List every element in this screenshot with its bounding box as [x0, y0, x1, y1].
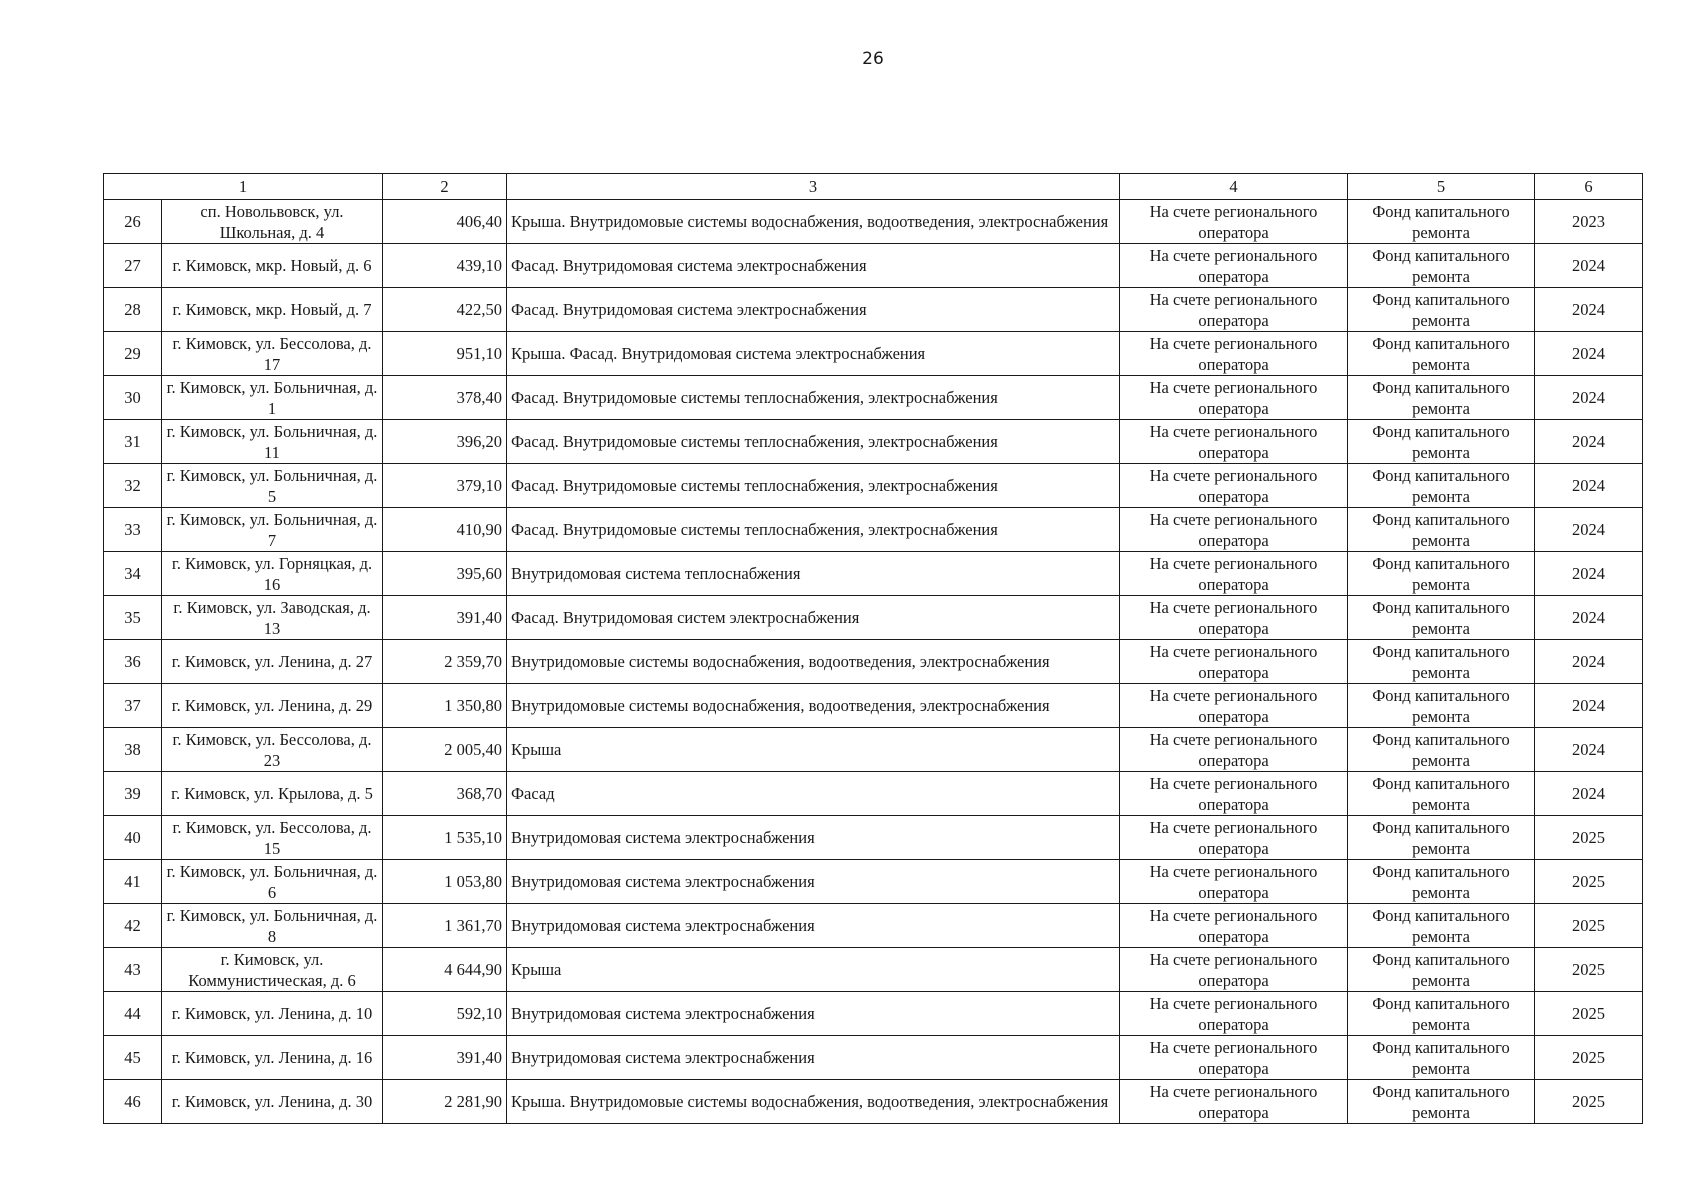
area-cell: 1 350,80	[383, 684, 507, 728]
table-row	[104, 332, 1643, 376]
funding-source-cell: Фонд капитального ремонта	[1348, 288, 1535, 332]
works-cell: Фасад. Внутридомовые системы теплоснабжения, электроснабжения	[507, 376, 1120, 420]
area-cell: 1 053,80	[383, 860, 507, 904]
fund-account-cell: На счете регионального оператора	[1120, 992, 1348, 1036]
works-cell: Внутридомовая система электроснабжения	[507, 992, 1120, 1036]
works-cell: Внутридомовая система электроснабжения	[507, 860, 1120, 904]
row-number: 27	[104, 244, 162, 288]
row-number: 40	[104, 816, 162, 860]
funding-source-cell: Фонд капитального ремонта	[1348, 200, 1535, 244]
fund-account-cell: На счете регионального оператора	[1120, 244, 1348, 288]
year-cell: 2025	[1535, 1080, 1643, 1124]
funding-source-cell: Фонд капитального ремонта	[1348, 772, 1535, 816]
address-cell: г. Кимовск, ул. Горняцкая, д. 16	[162, 552, 383, 596]
works-cell: Внутридомовая система электроснабжения	[507, 904, 1120, 948]
table-row	[104, 728, 1643, 772]
area-cell: 378,40	[383, 376, 507, 420]
fund-account-cell: На счете регионального оператора	[1120, 640, 1348, 684]
year-cell: 2024	[1535, 508, 1643, 552]
table-row	[104, 508, 1643, 552]
funding-source-cell: Фонд капитального ремонта	[1348, 508, 1535, 552]
works-cell: Фасад	[507, 772, 1120, 816]
table-row	[104, 948, 1643, 992]
column-header-3: 3	[507, 174, 1120, 200]
year-cell: 2025	[1535, 860, 1643, 904]
fund-account-cell: На счете регионального оператора	[1120, 552, 1348, 596]
area-cell: 391,40	[383, 596, 507, 640]
fund-account-cell: На счете регионального оператора	[1120, 508, 1348, 552]
address-cell: г. Кимовск, ул. Бессолова, д. 23	[162, 728, 383, 772]
fund-account-cell: На счете регионального оператора	[1120, 728, 1348, 772]
row-number: 42	[104, 904, 162, 948]
row-number: 32	[104, 464, 162, 508]
fund-account-cell: На счете регионального оператора	[1120, 772, 1348, 816]
year-cell: 2024	[1535, 376, 1643, 420]
row-number: 45	[104, 1036, 162, 1080]
works-cell: Крыша	[507, 728, 1120, 772]
year-cell: 2025	[1535, 948, 1643, 992]
address-cell: г. Кимовск, мкр. Новый, д. 7	[162, 288, 383, 332]
funding-source-cell: Фонд капитального ремонта	[1348, 640, 1535, 684]
works-cell: Внутридомовая система теплоснабжения	[507, 552, 1120, 596]
table-header-row	[104, 174, 1643, 200]
funding-source-cell: Фонд капитального ремонта	[1348, 552, 1535, 596]
address-cell: г. Кимовск, ул. Ленина, д. 29	[162, 684, 383, 728]
year-cell: 2024	[1535, 244, 1643, 288]
area-cell: 410,90	[383, 508, 507, 552]
table-row	[104, 904, 1643, 948]
year-cell: 2024	[1535, 596, 1643, 640]
table-row	[104, 200, 1643, 244]
table-row	[104, 816, 1643, 860]
table-row	[104, 596, 1643, 640]
year-cell: 2024	[1535, 640, 1643, 684]
table-row	[104, 1080, 1643, 1124]
column-header-4: 4	[1120, 174, 1348, 200]
fund-account-cell: На счете регионального оператора	[1120, 1080, 1348, 1124]
works-cell: Фасад. Внутридомовые системы теплоснабжения, электроснабжения	[507, 420, 1120, 464]
address-cell: г. Кимовск, ул. Ленина, д. 27	[162, 640, 383, 684]
funding-source-cell: Фонд капитального ремонта	[1348, 860, 1535, 904]
year-cell: 2025	[1535, 1036, 1643, 1080]
table-row	[104, 552, 1643, 596]
address-cell: г. Кимовск, ул. Больничная, д. 5	[162, 464, 383, 508]
funding-source-cell: Фонд капитального ремонта	[1348, 904, 1535, 948]
row-number: 33	[104, 508, 162, 552]
year-cell: 2025	[1535, 904, 1643, 948]
row-number: 39	[104, 772, 162, 816]
area-cell: 2 005,40	[383, 728, 507, 772]
address-cell: г. Кимовск, ул. Ленина, д. 10	[162, 992, 383, 1036]
address-cell: г. Кимовск, ул. Больничная, д. 8	[162, 904, 383, 948]
row-number: 35	[104, 596, 162, 640]
works-cell: Фасад. Внутридомовая система электроснабжения	[507, 244, 1120, 288]
fund-account-cell: На счете регионального оператора	[1120, 376, 1348, 420]
column-header-5: 5	[1348, 174, 1535, 200]
area-cell: 439,10	[383, 244, 507, 288]
row-number: 26	[104, 200, 162, 244]
works-cell: Внутридомовая система электроснабжения	[507, 816, 1120, 860]
year-cell: 2025	[1535, 816, 1643, 860]
funding-source-cell: Фонд капитального ремонта	[1348, 244, 1535, 288]
year-cell: 2024	[1535, 684, 1643, 728]
area-cell: 1 535,10	[383, 816, 507, 860]
address-cell: г. Кимовск, ул. Крылова, д. 5	[162, 772, 383, 816]
funding-source-cell: Фонд капитального ремонта	[1348, 992, 1535, 1036]
works-cell: Внутридомовые системы водоснабжения, водоотведения, электроснабжения	[507, 640, 1120, 684]
area-cell: 368,70	[383, 772, 507, 816]
row-number: 43	[104, 948, 162, 992]
funding-source-cell: Фонд капитального ремонта	[1348, 1036, 1535, 1080]
fund-account-cell: На счете регионального оператора	[1120, 596, 1348, 640]
address-cell: г. Кимовск, ул. Коммунистическая, д. 6	[162, 948, 383, 992]
address-cell: г. Кимовск, ул. Больничная, д. 6	[162, 860, 383, 904]
row-number: 46	[104, 1080, 162, 1124]
address-cell: г. Кимовск, ул. Больничная, д. 1	[162, 376, 383, 420]
year-cell: 2024	[1535, 420, 1643, 464]
funding-source-cell: Фонд капитального ремонта	[1348, 728, 1535, 772]
area-cell: 395,60	[383, 552, 507, 596]
table-row	[104, 772, 1643, 816]
area-cell: 396,20	[383, 420, 507, 464]
table-row	[104, 684, 1643, 728]
works-cell: Крыша. Фасад. Внутридомовая система электроснабжения	[507, 332, 1120, 376]
table-row	[104, 288, 1643, 332]
row-number: 28	[104, 288, 162, 332]
funding-source-cell: Фонд капитального ремонта	[1348, 948, 1535, 992]
works-cell: Фасад. Внутридомовая система электроснабжения	[507, 288, 1120, 332]
address-cell: г. Кимовск, мкр. Новый, д. 6	[162, 244, 383, 288]
row-number: 34	[104, 552, 162, 596]
table-row	[104, 244, 1643, 288]
table-row	[104, 376, 1643, 420]
area-cell: 2 281,90	[383, 1080, 507, 1124]
table-row	[104, 992, 1643, 1036]
table-row	[104, 640, 1643, 684]
row-number: 29	[104, 332, 162, 376]
area-cell: 391,40	[383, 1036, 507, 1080]
address-cell: г. Кимовск, ул. Бессолова, д. 17	[162, 332, 383, 376]
page-number: 26	[862, 49, 884, 69]
column-header-1: 1	[104, 174, 383, 200]
table-row	[104, 1036, 1643, 1080]
fund-account-cell: На счете регионального оператора	[1120, 288, 1348, 332]
works-cell: Фасад. Внутридомовые системы теплоснабжения, электроснабжения	[507, 508, 1120, 552]
fund-account-cell: На счете регионального оператора	[1120, 464, 1348, 508]
fund-account-cell: На счете регионального оператора	[1120, 1036, 1348, 1080]
table-row	[104, 420, 1643, 464]
funding-source-cell: Фонд капитального ремонта	[1348, 684, 1535, 728]
funding-source-cell: Фонд капитального ремонта	[1348, 596, 1535, 640]
year-cell: 2024	[1535, 288, 1643, 332]
capital-repair-table	[103, 173, 1643, 1124]
fund-account-cell: На счете регионального оператора	[1120, 860, 1348, 904]
area-cell: 379,10	[383, 464, 507, 508]
year-cell: 2024	[1535, 332, 1643, 376]
table-body	[104, 200, 1643, 1124]
fund-account-cell: На счете регионального оператора	[1120, 684, 1348, 728]
funding-source-cell: Фонд капитального ремонта	[1348, 464, 1535, 508]
funding-source-cell: Фонд капитального ремонта	[1348, 376, 1535, 420]
address-cell: г. Кимовск, ул. Бессолова, д. 15	[162, 816, 383, 860]
funding-source-cell: Фонд капитального ремонта	[1348, 1080, 1535, 1124]
works-cell: Крыша	[507, 948, 1120, 992]
area-cell: 592,10	[383, 992, 507, 1036]
row-number: 31	[104, 420, 162, 464]
fund-account-cell: На счете регионального оператора	[1120, 904, 1348, 948]
address-cell: г. Кимовск, ул. Больничная, д. 7	[162, 508, 383, 552]
row-number: 44	[104, 992, 162, 1036]
fund-account-cell: На счете регионального оператора	[1120, 420, 1348, 464]
year-cell: 2024	[1535, 552, 1643, 596]
works-cell: Крыша. Внутридомовые системы водоснабжения, водоотведения, электроснабжения	[507, 200, 1120, 244]
column-header-2: 2	[383, 174, 507, 200]
works-cell: Внутридомовая система электроснабжения	[507, 1036, 1120, 1080]
works-cell: Внутридомовые системы водоснабжения, водоотведения, электроснабжения	[507, 684, 1120, 728]
works-cell: Крыша. Внутридомовые системы водоснабжения, водоотведения, электроснабжения	[507, 1080, 1120, 1124]
year-cell: 2024	[1535, 728, 1643, 772]
row-number: 30	[104, 376, 162, 420]
row-number: 38	[104, 728, 162, 772]
funding-source-cell: Фонд капитального ремонта	[1348, 816, 1535, 860]
address-cell: г. Кимовск, ул. Больничная, д. 11	[162, 420, 383, 464]
year-cell: 2025	[1535, 992, 1643, 1036]
works-cell: Фасад. Внутридомовая систем электроснабжения	[507, 596, 1120, 640]
row-number: 36	[104, 640, 162, 684]
area-cell: 2 359,70	[383, 640, 507, 684]
fund-account-cell: На счете регионального оператора	[1120, 200, 1348, 244]
table-row	[104, 860, 1643, 904]
works-cell: Фасад. Внутридомовые системы теплоснабжения, электроснабжения	[507, 464, 1120, 508]
area-cell: 422,50	[383, 288, 507, 332]
year-cell: 2024	[1535, 772, 1643, 816]
row-number: 41	[104, 860, 162, 904]
area-cell: 951,10	[383, 332, 507, 376]
year-cell: 2023	[1535, 200, 1643, 244]
address-cell: сп. Новольвовск, ул. Школьная, д. 4	[162, 200, 383, 244]
row-number: 37	[104, 684, 162, 728]
address-cell: г. Кимовск, ул. Ленина, д. 16	[162, 1036, 383, 1080]
address-cell: г. Кимовск, ул. Ленина, д. 30	[162, 1080, 383, 1124]
area-cell: 4 644,90	[383, 948, 507, 992]
address-cell: г. Кимовск, ул. Заводская, д. 13	[162, 596, 383, 640]
table-row	[104, 464, 1643, 508]
fund-account-cell: На счете регионального оператора	[1120, 948, 1348, 992]
area-cell: 406,40	[383, 200, 507, 244]
year-cell: 2024	[1535, 464, 1643, 508]
area-cell: 1 361,70	[383, 904, 507, 948]
fund-account-cell: На счете регионального оператора	[1120, 816, 1348, 860]
column-header-6: 6	[1535, 174, 1643, 200]
fund-account-cell: На счете регионального оператора	[1120, 332, 1348, 376]
funding-source-cell: Фонд капитального ремонта	[1348, 420, 1535, 464]
funding-source-cell: Фонд капитального ремонта	[1348, 332, 1535, 376]
